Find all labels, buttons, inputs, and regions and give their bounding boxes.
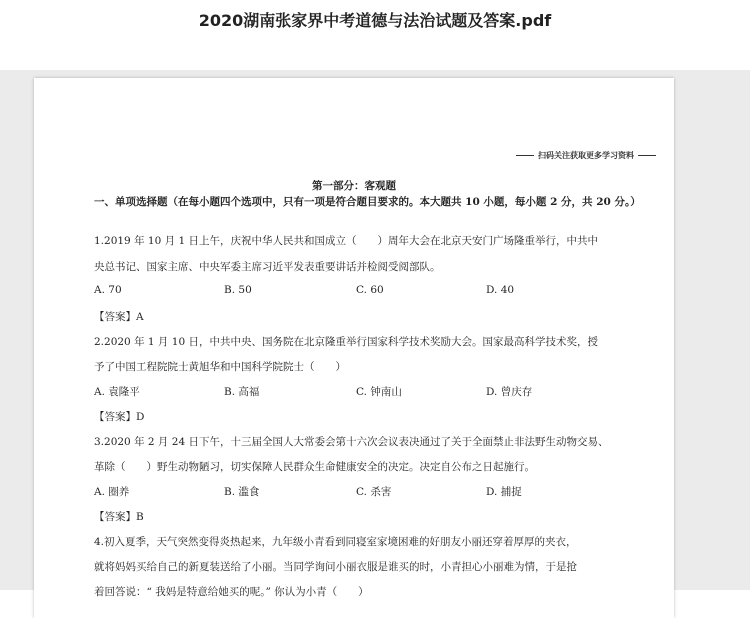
question-3-answer: 【答案】B [94, 511, 144, 523]
pdf-page[interactable] [34, 78, 674, 618]
question-4-line-3: 着回答说：“ 我妈是特意给她买的呢。” 你认为小青（ ） [94, 586, 369, 598]
option-c: C. 60 [356, 284, 384, 296]
question-2-answer: 【答案】D [94, 411, 145, 423]
question-1-line-1: 1.2019 年 10 月 1 日上午，庆祝中华人民共和国成立（ ）周年大会在北京天安门广场隆重举行，中共中 [94, 235, 598, 247]
question-2-options [94, 384, 654, 400]
option-d: D. 捕捉 [486, 486, 522, 498]
option-d: D. 曾庆存 [486, 386, 533, 398]
question-2-line-1: 2.2020 年 1 月 10 日，中共中央、国务院在北京隆重举行国家科学技术奖励大会。国家最高科学技术奖，授 [94, 336, 598, 348]
option-a: A. 70 [94, 284, 122, 296]
option-b: B. 滥食 [224, 486, 260, 498]
question-3-line-1: 3.2020 年 2 月 24 日下午，十三届全国人大常委会第十六次会议表决通过了关于全面禁止非法野生动物交易、 [94, 436, 609, 448]
question-3-line-2: 革除（ ）野生动物陋习，切实保障人民群众生命健康安全的决定。决定自公布之日起施行。 [94, 461, 535, 473]
question-2-line-2: 予了中国工程院院士黄旭华和中国科学院院士（ ） [94, 361, 346, 373]
question-1-answer: 【答案】A [94, 311, 144, 323]
document-title: 2020湖南张家界中考道德与法治试题及答案.pdf [198, 11, 552, 30]
question-1-options [94, 284, 654, 300]
option-b: B. 高福 [224, 386, 260, 398]
question-4-line-2: 就将妈妈买给自己的新夏装送给了小丽。当同学询问小丽衣服是谁买的时，小青担心小丽难为情，于是抢 [94, 561, 577, 573]
dash-left [516, 155, 534, 156]
option-a: A. 袁隆平 [94, 386, 140, 398]
header-note-text: 扫码关注获取更多学习资料 [538, 151, 634, 160]
option-d: D. 40 [486, 284, 515, 296]
dash-right [638, 155, 656, 156]
header-note [516, 150, 656, 161]
question-1-line-2: 央总书记、国家主席、中央军委主席习近平发表重要讲话并检阅受阅部队。 [94, 261, 441, 273]
question-4-line-1: 4.初入夏季，天气突然变得炎热起来，九年级小青看到同寝室家境困难的好朋友小丽还穿着厚厚的夹衣， [94, 536, 577, 548]
option-c: C. 钟南山 [356, 386, 402, 398]
question-3-options [94, 484, 654, 500]
option-c: C. 杀害 [356, 486, 392, 498]
option-a: A. 圈养 [94, 486, 130, 498]
instructions: 一、单项选择题（在每小题四个选项中，只有一项是符合题目要求的。本大题共 10 小题，每小题 2 分，共 20 分。） [94, 196, 641, 208]
option-b: B. 50 [224, 284, 252, 296]
section-title: 第一部分：客观题 [312, 180, 396, 192]
title-bar [0, 0, 750, 70]
